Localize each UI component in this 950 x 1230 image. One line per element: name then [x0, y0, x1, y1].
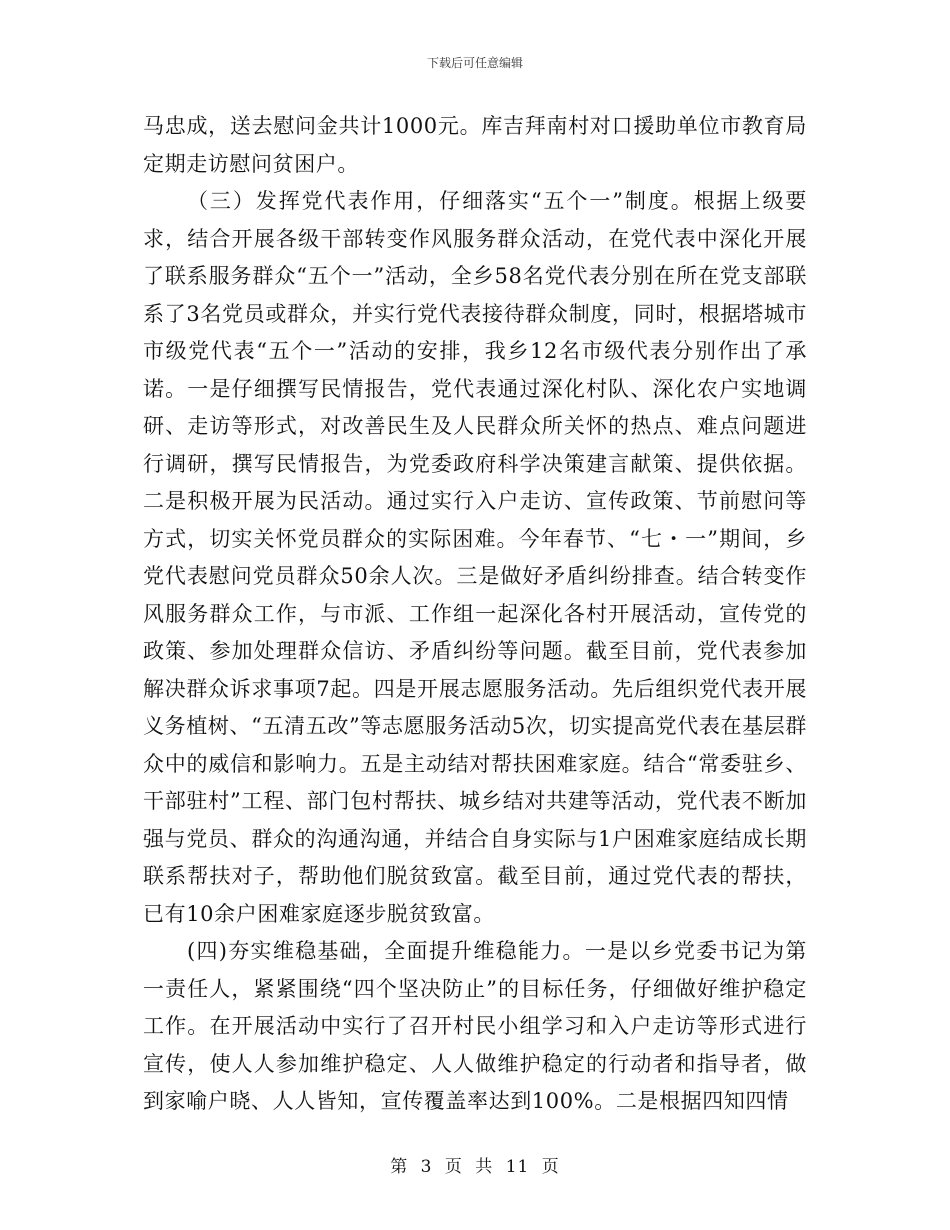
page-number-footer: [0, 1152, 950, 1177]
paragraph-section-four: (四)夯实维稳基础，全面提升维稳能力。一是以乡党委书记为第一责任人，紧紧围绕“四个坚决防止”的目标任务，仔细做好维护稳定工作。在开展活动中实行了召开村民小组学习和入户走访等形式进行宣传，使人人参加维护稳定、人人做维护稳定的行动者和指导者，做到家喻户晓、人人皆知，宣传覆盖率达到100%。二是根据四知四情: [143, 939, 807, 1113]
footer-total-label: 共: [475, 1157, 494, 1177]
header-note: 下载后可任意编辑: [426, 56, 523, 70]
footer-page-unit: 页: [444, 1157, 463, 1177]
footer-page-label: 第: [390, 1157, 409, 1177]
footer-current-page: 3: [420, 1157, 433, 1177]
paragraph-continuation: 马忠成，送去慰问金共计1000元。库吉拜南村对口援助单位市教育局定期走访慰问贫困户。: [143, 114, 807, 176]
paragraph-section-three: （三）发挥党代表作用，仔细落实“五个一”制度。根据上级要求，结合开展各级干部转变作风服务群众活动，在党代表中深化开展了联系服务群众“五个一”活动，全乡58名党代表分别在所在党支部联系了3名党员或群众，并实行党代表接待群众制度，同时，根据塔城市市级党代表“五个一”活动的安排，我乡12名市级代表分别作出了承诺。一是仔细撰写民情报告，党代表通过深化村队、深化农户实地调研、走访等形式，对改善民生及人民群众所关怀的热点、难点问题进行调研，撰写民情报告，为党委政府科学决策建言献策、提供依据。二是积极开展为民活动。通过实行入户走访、宣传政策、节前慰问等方式，切实关怀党员群众的实际困难。今年春节、“七・一”期间，乡党代表慰问党员群众50余人次。三是做好矛盾纠纷排查。结合转变作风服务群众工作，与市派、工作组一起深化各村开展活动，宣传党的政策、参加处理群众信访、矛盾纠纷等问题。截至目前，党代表参加解决群众诉求事项7起。四是开展志愿服务活动。先后组织党代表开展义务植树、“五清五改”等志愿服务活动5次，切实提高党代表在基层群众中的威信和影响力。五是主动结对帮扶困难家庭。结合“常委驻乡、干部驻村”工程、部门包村帮扶、城乡结对共建等活动，党代表不断加强与党员、群众的沟通沟通，并结合自身实际与1户困难家庭结成长期联系帮扶对子，帮助他们脱贫致富。截至目前，通过党代表的帮扶，已有10余户困难家庭逐步脱贫致富。: [143, 189, 807, 926]
document-body: [143, 108, 807, 1121]
footer-total-unit: 页: [541, 1157, 560, 1177]
footer-total-pages: 11: [505, 1157, 530, 1177]
